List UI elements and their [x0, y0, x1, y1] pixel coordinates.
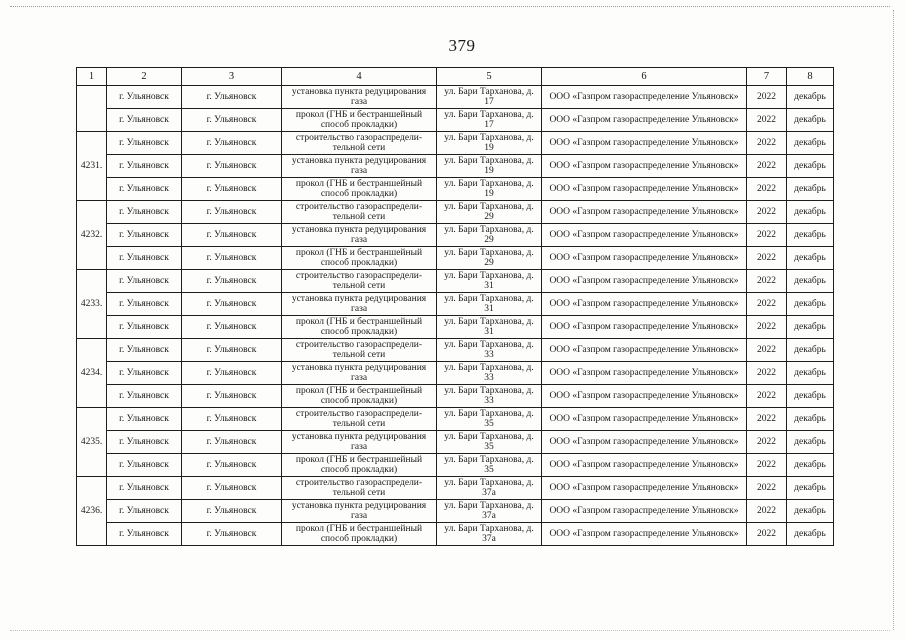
month-cell: декабрь: [787, 362, 834, 385]
organization-cell: ООО «Газпром газораспределение Ульяновск»: [542, 224, 747, 247]
work-type-cell: установка пункта редуцирования газа: [282, 86, 437, 109]
district-cell: г. Ульяновск: [182, 293, 282, 316]
column-number-header: 8: [787, 68, 834, 86]
row-number-cell: [77, 86, 107, 132]
district-cell: г. Ульяновск: [182, 132, 282, 155]
address-cell: ул. Бари Тарханова, д. 35: [437, 431, 542, 454]
header-row: [77, 68, 834, 86]
month-cell: декабрь: [787, 178, 834, 201]
district-cell: г. Ульяновск: [182, 316, 282, 339]
settlement-cell: г. Ульяновск: [107, 454, 182, 477]
year-cell: 2022: [747, 454, 787, 477]
year-cell: 2022: [747, 178, 787, 201]
month-cell: декабрь: [787, 247, 834, 270]
organization-cell: ООО «Газпром газораспределение Ульяновск»: [542, 270, 747, 293]
district-cell: г. Ульяновск: [182, 270, 282, 293]
table-row: [77, 500, 834, 523]
district-cell: г. Ульяновск: [182, 408, 282, 431]
column-number-header: 4: [282, 68, 437, 86]
year-cell: 2022: [747, 109, 787, 132]
address-cell: ул. Бари Тарханова, д. 29: [437, 247, 542, 270]
address-cell: ул. Бари Тарханова, д. 19: [437, 132, 542, 155]
work-type-cell: прокол (ГНБ и бестраншейный способ прокладки): [282, 178, 437, 201]
district-cell: г. Ульяновск: [182, 224, 282, 247]
row-number-cell: 4233.: [77, 270, 107, 339]
column-number-header: 1: [77, 68, 107, 86]
scan-bottom-edge: [10, 630, 890, 631]
year-cell: 2022: [747, 293, 787, 316]
settlement-cell: г. Ульяновск: [107, 224, 182, 247]
table-row: [77, 385, 834, 408]
table-row: [77, 247, 834, 270]
month-cell: декабрь: [787, 523, 834, 546]
work-type-cell: прокол (ГНБ и бестраншейный способ прокладки): [282, 385, 437, 408]
year-cell: 2022: [747, 270, 787, 293]
work-type-cell: установка пункта редуцирования газа: [282, 500, 437, 523]
settlement-cell: г. Ульяновск: [107, 362, 182, 385]
organization-cell: ООО «Газпром газораспределение Ульяновск»: [542, 523, 747, 546]
month-cell: декабрь: [787, 431, 834, 454]
month-cell: декабрь: [787, 132, 834, 155]
address-cell: ул. Бари Тарханова, д. 33: [437, 362, 542, 385]
table-row: [77, 155, 834, 178]
column-number-header: 2: [107, 68, 182, 86]
year-cell: 2022: [747, 224, 787, 247]
district-cell: г. Ульяновск: [182, 155, 282, 178]
table-row: [77, 408, 834, 431]
district-cell: г. Ульяновск: [182, 454, 282, 477]
month-cell: декабрь: [787, 454, 834, 477]
work-type-cell: установка пункта редуцирования газа: [282, 293, 437, 316]
scan-right-edge: [893, 10, 894, 630]
work-type-cell: прокол (ГНБ и бестраншейный способ прокладки): [282, 523, 437, 546]
year-cell: 2022: [747, 431, 787, 454]
year-cell: 2022: [747, 155, 787, 178]
district-cell: г. Ульяновск: [182, 109, 282, 132]
organization-cell: ООО «Газпром газораспределение Ульяновск»: [542, 477, 747, 500]
address-cell: ул. Бари Тарханова, д. 31: [437, 270, 542, 293]
address-cell: ул. Бари Тарханова, д. 33: [437, 385, 542, 408]
settlement-cell: г. Ульяновск: [107, 178, 182, 201]
settlement-cell: г. Ульяновск: [107, 247, 182, 270]
address-cell: ул. Бари Тарханова, д. 17: [437, 86, 542, 109]
year-cell: 2022: [747, 362, 787, 385]
settlement-cell: г. Ульяновск: [107, 86, 182, 109]
table-row: [77, 293, 834, 316]
settlement-cell: г. Ульяновск: [107, 500, 182, 523]
work-type-cell: установка пункта редуцирования газа: [282, 362, 437, 385]
address-cell: ул. Бари Тарханова, д. 35: [437, 408, 542, 431]
work-type-cell: установка пункта редуцирования газа: [282, 431, 437, 454]
year-cell: 2022: [747, 477, 787, 500]
month-cell: декабрь: [787, 224, 834, 247]
settlement-cell: г. Ульяновск: [107, 339, 182, 362]
settlement-cell: г. Ульяновск: [107, 385, 182, 408]
row-number-cell: 4235.: [77, 408, 107, 477]
organization-cell: ООО «Газпром газораспределение Ульяновск»: [542, 362, 747, 385]
table-row: [77, 339, 834, 362]
settlement-cell: г. Ульяновск: [107, 523, 182, 546]
year-cell: 2022: [747, 500, 787, 523]
month-cell: декабрь: [787, 86, 834, 109]
column-number-header: 5: [437, 68, 542, 86]
work-type-cell: строительство газораспредели-тельной сети: [282, 477, 437, 500]
year-cell: 2022: [747, 132, 787, 155]
scan-top-edge: [10, 6, 890, 7]
month-cell: декабрь: [787, 477, 834, 500]
settlement-cell: г. Ульяновск: [107, 293, 182, 316]
column-number-header: 3: [182, 68, 282, 86]
table-row: [77, 201, 834, 224]
month-cell: декабрь: [787, 155, 834, 178]
address-cell: ул. Бари Тарханова, д. 17: [437, 109, 542, 132]
year-cell: 2022: [747, 201, 787, 224]
settlement-cell: г. Ульяновск: [107, 201, 182, 224]
register-table: [76, 67, 834, 546]
work-type-cell: прокол (ГНБ и бестраншейный способ прокладки): [282, 247, 437, 270]
organization-cell: ООО «Газпром газораспределение Ульяновск»: [542, 247, 747, 270]
year-cell: 2022: [747, 385, 787, 408]
settlement-cell: г. Ульяновск: [107, 477, 182, 500]
address-cell: ул. Бари Тарханова, д. 33: [437, 339, 542, 362]
work-type-cell: прокол (ГНБ и бестраншейный способ прокладки): [282, 316, 437, 339]
address-cell: ул. Бари Тарханова, д. 37а: [437, 500, 542, 523]
row-number-cell: 4231.: [77, 132, 107, 201]
settlement-cell: г. Ульяновск: [107, 431, 182, 454]
month-cell: декабрь: [787, 500, 834, 523]
month-cell: декабрь: [787, 385, 834, 408]
year-cell: 2022: [747, 247, 787, 270]
table-row: [77, 178, 834, 201]
month-cell: декабрь: [787, 201, 834, 224]
table-row: [77, 454, 834, 477]
row-number-cell: 4232.: [77, 201, 107, 270]
work-type-cell: установка пункта редуцирования газа: [282, 224, 437, 247]
work-type-cell: прокол (ГНБ и бестраншейный способ прокладки): [282, 109, 437, 132]
organization-cell: ООО «Газпром газораспределение Ульяновск»: [542, 454, 747, 477]
district-cell: г. Ульяновск: [182, 86, 282, 109]
organization-cell: ООО «Газпром газораспределение Ульяновск»: [542, 86, 747, 109]
table-row: [77, 86, 834, 109]
work-type-cell: установка пункта редуцирования газа: [282, 155, 437, 178]
settlement-cell: г. Ульяновск: [107, 155, 182, 178]
district-cell: г. Ульяновск: [182, 477, 282, 500]
address-cell: ул. Бари Тарханова, д. 29: [437, 201, 542, 224]
page-number: 379: [448, 36, 476, 55]
district-cell: г. Ульяновск: [182, 362, 282, 385]
table-row: [77, 431, 834, 454]
settlement-cell: г. Ульяновск: [107, 316, 182, 339]
table-row: [77, 477, 834, 500]
column-number-header: 7: [747, 68, 787, 86]
organization-cell: ООО «Газпром газораспределение Ульяновск»: [542, 201, 747, 224]
district-cell: г. Ульяновск: [182, 339, 282, 362]
table-row: [77, 132, 834, 155]
row-number-cell: 4234.: [77, 339, 107, 408]
settlement-cell: г. Ульяновск: [107, 132, 182, 155]
district-cell: г. Ульяновск: [182, 201, 282, 224]
address-cell: ул. Бари Тарханова, д. 19: [437, 178, 542, 201]
month-cell: декабрь: [787, 109, 834, 132]
year-cell: 2022: [747, 339, 787, 362]
organization-cell: ООО «Газпром газораспределение Ульяновск»: [542, 408, 747, 431]
month-cell: декабрь: [787, 339, 834, 362]
row-number-cell: 4236.: [77, 477, 107, 546]
organization-cell: ООО «Газпром газораспределение Ульяновск»: [542, 178, 747, 201]
table-row: [77, 270, 834, 293]
work-type-cell: строительство газораспредели-тельной сети: [282, 270, 437, 293]
address-cell: ул. Бари Тарханова, д. 29: [437, 224, 542, 247]
month-cell: декабрь: [787, 270, 834, 293]
address-cell: ул. Бари Тарханова, д. 37а: [437, 523, 542, 546]
organization-cell: ООО «Газпром газораспределение Ульяновск»: [542, 385, 747, 408]
year-cell: 2022: [747, 86, 787, 109]
district-cell: г. Ульяновск: [182, 247, 282, 270]
address-cell: ул. Бари Тарханова, д. 31: [437, 316, 542, 339]
table-row: [77, 523, 834, 546]
year-cell: 2022: [747, 408, 787, 431]
work-type-cell: прокол (ГНБ и бестраншейный способ прокладки): [282, 454, 437, 477]
month-cell: декабрь: [787, 293, 834, 316]
district-cell: г. Ульяновск: [182, 523, 282, 546]
organization-cell: ООО «Газпром газораспределение Ульяновск»: [542, 339, 747, 362]
table-row: [77, 316, 834, 339]
district-cell: г. Ульяновск: [182, 431, 282, 454]
work-type-cell: строительство газораспредели-тельной сети: [282, 339, 437, 362]
year-cell: 2022: [747, 523, 787, 546]
table-row: [77, 362, 834, 385]
month-cell: декабрь: [787, 316, 834, 339]
table-row: [77, 224, 834, 247]
organization-cell: ООО «Газпром газораспределение Ульяновск»: [542, 132, 747, 155]
district-cell: г. Ульяновск: [182, 178, 282, 201]
work-type-cell: строительство газораспредели-тельной сети: [282, 408, 437, 431]
address-cell: ул. Бари Тарханова, д. 35: [437, 454, 542, 477]
address-cell: ул. Бари Тарханова, д. 19: [437, 155, 542, 178]
address-cell: ул. Бари Тарханова, д. 37а: [437, 477, 542, 500]
organization-cell: ООО «Газпром газораспределение Ульяновск»: [542, 293, 747, 316]
year-cell: 2022: [747, 316, 787, 339]
work-type-cell: строительство газораспредели-тельной сети: [282, 132, 437, 155]
column-number-header: 6: [542, 68, 747, 86]
address-cell: ул. Бари Тарханова, д. 31: [437, 293, 542, 316]
district-cell: г. Ульяновск: [182, 385, 282, 408]
organization-cell: ООО «Газпром газораспределение Ульяновск»: [542, 155, 747, 178]
settlement-cell: г. Ульяновск: [107, 408, 182, 431]
organization-cell: ООО «Газпром газораспределение Ульяновск»: [542, 500, 747, 523]
organization-cell: ООО «Газпром газораспределение Ульяновск»: [542, 316, 747, 339]
table-row: [77, 109, 834, 132]
settlement-cell: г. Ульяновск: [107, 109, 182, 132]
settlement-cell: г. Ульяновск: [107, 270, 182, 293]
work-type-cell: строительство газораспредели-тельной сети: [282, 201, 437, 224]
organization-cell: ООО «Газпром газораспределение Ульяновск»: [542, 431, 747, 454]
district-cell: г. Ульяновск: [182, 500, 282, 523]
organization-cell: ООО «Газпром газораспределение Ульяновск»: [542, 109, 747, 132]
month-cell: декабрь: [787, 408, 834, 431]
